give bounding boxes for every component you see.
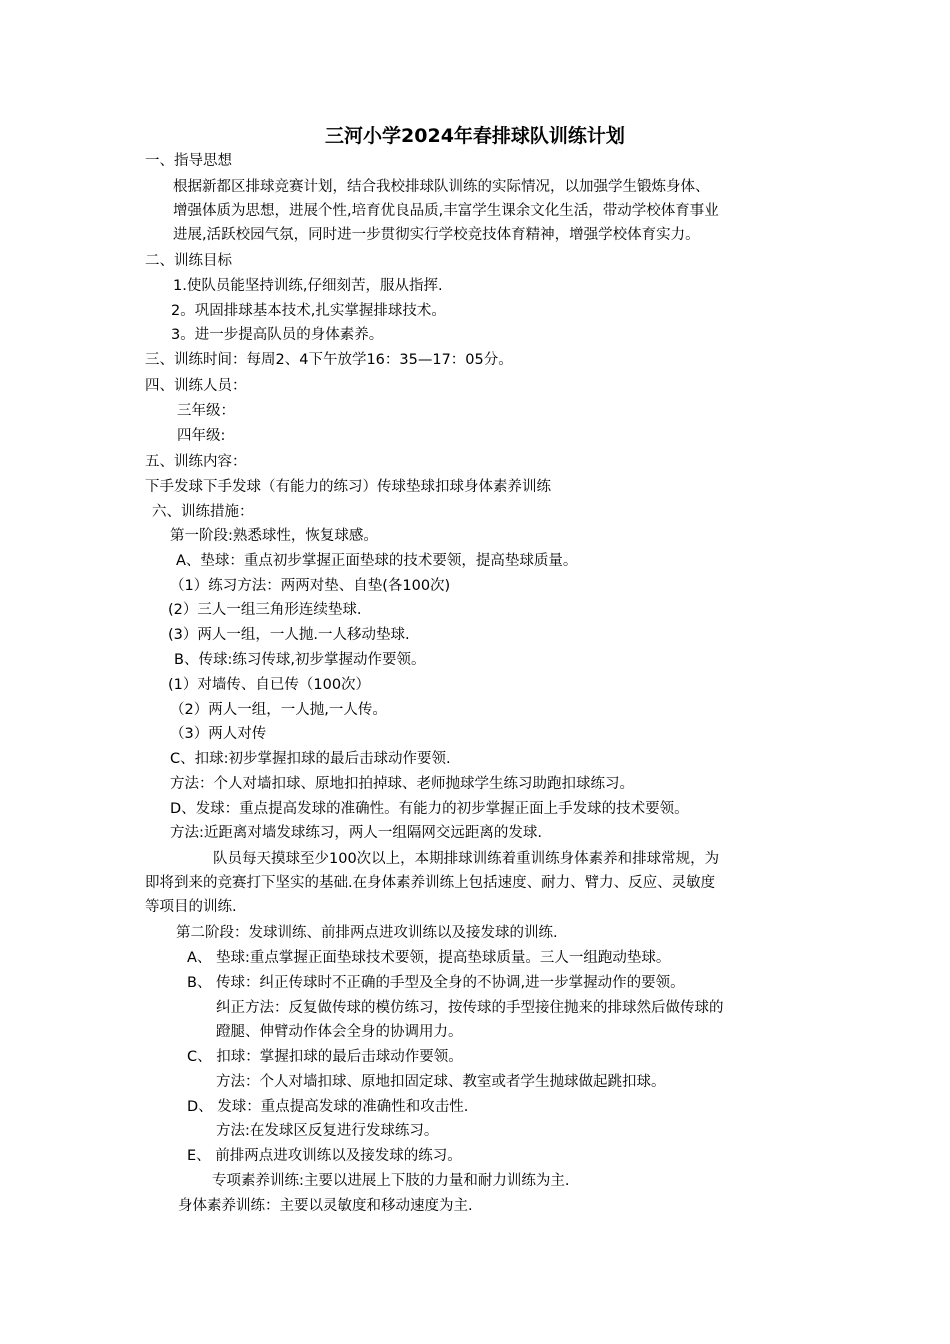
- goal-item: 3。进一步提高队员的身体素养。: [171, 327, 384, 343]
- section-2-heading: 二、训练目标: [145, 253, 232, 269]
- grade-item: 三年级：: [177, 403, 235, 419]
- stage-1-subitem: （2）两人一组，一人抛,一人传。: [170, 702, 387, 718]
- stage-1-item: A、垫球：重点初步掌握正面垫球的技术要领，提高垫球质量。: [176, 553, 578, 569]
- stage-1-subitem: （3）两人对传: [170, 726, 267, 742]
- stage-2-method: 方法:在发球区反复进行发球练习。: [216, 1123, 439, 1139]
- section-4-heading: 四、训练人员：: [145, 378, 247, 394]
- stage-2-method: 方法：个人对墙扣球、原地扣固定球、教室或者学生抛球做起跳扣球。: [216, 1074, 666, 1090]
- stage-1-subitem: (2）三人一组三角形连续垫球.: [168, 602, 362, 618]
- section-5-content: 下手发球下手发球（有能力的练习）传球垫球扣球身体素养训练: [145, 479, 551, 495]
- stage-2-fix-method: 纠正方法：反复做传球的模仿练习，按传球的手型接住抛来的排球然后做传球的: [216, 1000, 724, 1016]
- section-1-heading: 一、指导思想: [145, 153, 232, 169]
- section-3-training-time: 三、训练时间：每周2、4下午放学16：35—17：05分。: [145, 352, 513, 368]
- stage-2-item: E、 前排两点进攻训练以及接发球的练习。: [187, 1148, 462, 1164]
- stage-1-subitem: (3）两人一组，一人抛.一人移动垫球.: [168, 627, 410, 643]
- stage-1-paragraph: 等项目的训练.: [145, 899, 237, 915]
- stage-1-item: D、发球：重点提高发球的准确性。有能力的初步掌握正面上手发球的技术要领。: [170, 801, 689, 817]
- section-1-line: 根据新都区排球竞赛计划，结合我校排球队训练的实际情况，以加强学生锻炼身体、: [173, 179, 710, 195]
- grade-item: 四年级:: [177, 428, 226, 444]
- stage-2-item: C、 扣球：掌握扣球的最后击球动作要领。: [187, 1049, 463, 1065]
- stage-1-item: B、传球:练习传球,初步掌握动作要领。: [174, 652, 426, 668]
- stage-1-subitem: （1）练习方法：两两对垫、自垫(各100次): [170, 578, 451, 594]
- stage-1-item: C、扣球:初步掌握扣球的最后击球动作要领.: [170, 751, 451, 767]
- stage-2-item: B、 传球：纠正传球时不正确的手型及全身的不协调,进一步掌握动作的要领。: [187, 975, 685, 991]
- goal-item: 1.使队员能坚持训练,仔细刻苦，服从指挥.: [173, 278, 443, 294]
- section-1-line: 进展,活跃校园气氛，同时进一步贯彻实行学校竞技体育精神，增强学校体育实力。: [173, 227, 700, 243]
- stage-2-item: D、 发球：重点提高发球的准确性和攻击性.: [187, 1099, 469, 1115]
- stage-2-physical-training: 身体素养训练：主要以灵敏度和移动速度为主.: [178, 1198, 473, 1214]
- stage-1-paragraph: 即将到来的竞赛打下坚实的基础.在身体素养训练上包括速度、耐力、臂力、反应、灵敏度: [145, 875, 716, 891]
- stage-2-fix-method: 蹬腿、伸臂动作体会全身的协调用力。: [216, 1024, 463, 1040]
- section-1-line: 增强体质为思想，进展个性,培育优良品质,丰富学生课余文化生活，带动学校体育事业: [173, 203, 719, 219]
- section-6-heading: 六、训练措施：: [152, 504, 254, 520]
- stage-1-paragraph: 队员每天摸球至少100次以上，本期排球训练着重训练身体素养和排球常规，为: [213, 851, 720, 867]
- stage-2-item: A、 垫球:重点掌握正面垫球技术要领，提高垫球质量。三人一组跑动垫球。: [187, 950, 671, 966]
- stage-2-special-training: 专项素养训练:主要以进展上下肢的力量和耐力训练为主.: [212, 1173, 570, 1189]
- goal-item: 2。巩固排球基本技术,扎实掌握排球技术。: [171, 303, 446, 319]
- stage-1-title: 第一阶段:熟悉球性，恢复球感。: [170, 528, 378, 544]
- stage-1-method: 方法:近距离对墙发球练习，两人一组隔网交远距离的发球.: [170, 825, 542, 841]
- document-title: 三河小学2024年春排球队训练计划: [325, 125, 625, 147]
- stage-2-title: 第二阶段：发球训练、前排两点进攻训练以及接发球的训练.: [176, 925, 558, 941]
- section-5-heading: 五、训练内容：: [145, 454, 247, 470]
- stage-1-method: 方法：个人对墙扣球、原地扣拍掉球、老师抛球学生练习助跑扣球练习。: [170, 776, 634, 792]
- stage-1-subitem: (1）对墙传、自已传（100次）: [168, 677, 371, 693]
